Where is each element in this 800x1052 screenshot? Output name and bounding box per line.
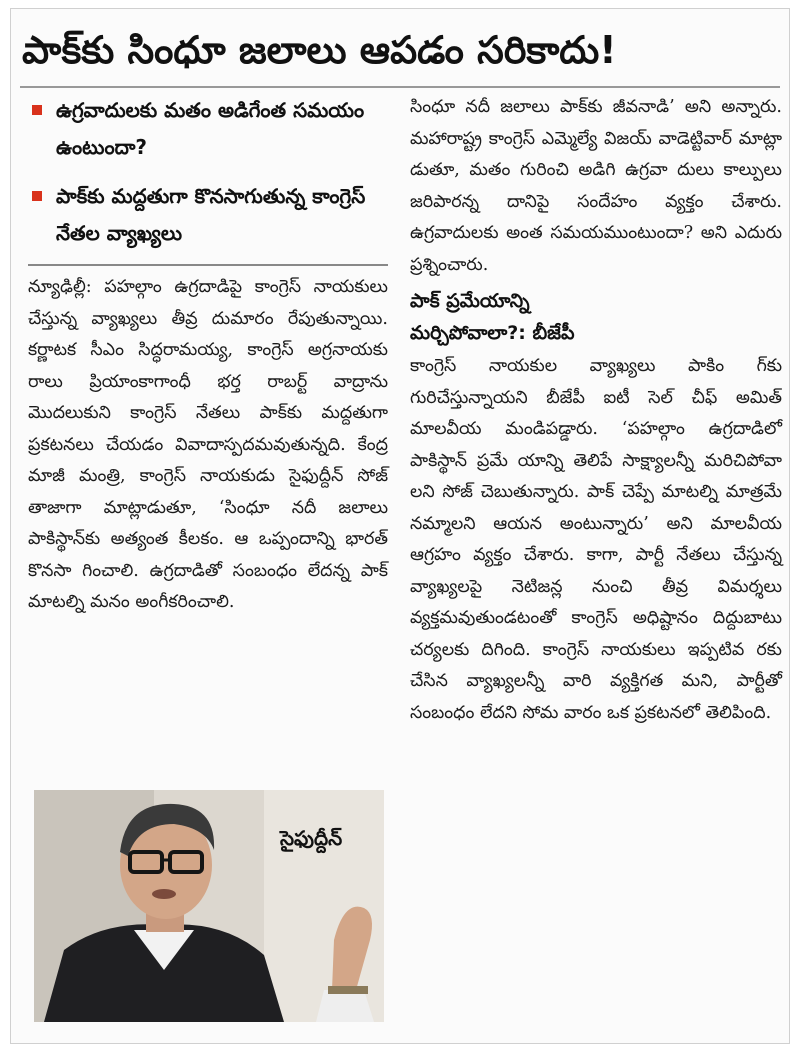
bullet-square-icon <box>32 105 42 115</box>
article-body-right-1: సింధూ నదీ జలాలు పాక్‌కు జీవనాడి’ అని అన్నారు. మహారాష్ట్ర కాంగ్రెస్ ఎమ్మెల్యే విజయ్ వాడెట్టివార్ మాట్లా డుతూ, మతం గురించి అడిగి ఉగ్రవా దులు కాల్పులు జరిపారన్న దానిపై సందేహం వ్యక్తం చేశారు. ఉగ్రవాదులకు అంత సమయముంటుందా? అని ఎదురు ప్రశ్నించారు. <box>410 97 782 275</box>
headline: పాక్‌కు సింధూ జలాలు ఆపడం సరికాదు! <box>22 28 617 72</box>
highlights-list <box>28 92 388 252</box>
subheading-line-2: మర్చిపోవాలా?: బీజేపీ <box>410 322 575 344</box>
highlight-item <box>28 178 388 252</box>
portrait-photo <box>34 790 384 1022</box>
article-body-right-2: కాంగ్రెస్ నాయకుల వ్యాఖ్యలు పాకిం గ్‌కు గురిచేస్తున్నాయని బీజేపీ ఐటీ సెల్ చీఫ్ అమిత్ మాలవీయ మండిపడ్డారు. ‘పహల్గాం ఉగ్రదాడిలో పాకిస్థాన్ ప్రమే యాన్ని తెలిపే సాక్ష్యాలన్నీ మరిచిపోవా లని సోజ్ చెబుతున్నారు. పాక్ చెప్పే మాటల్ని మాత్రమే నమ్మాలని ఆయన అంటున్నారు’ అని మాలవీయ ఆగ్రహం వ్యక్తం చేశారు. కాగా, పార్టీ నేతలు చేస్తున్న వ్యాఖ్యలపై నెటిజన్ల నుంచి తీవ్ర విమర్శలు వ్యక్తమవుతుండటంతో కాంగ్రెస్ అధిష్టానం దిద్దుబాటు చర్యలకు దిగింది. కాంగ్రెస్ నాయకులు ఇప్పటివ రకు చేసిన వ్యాఖ్యలన్నీ వారి వ్యక్తిగత మని, పార్టీతో సంబంధం లేదని సోమ వారం ఒక ప్రకటనలో తెలిపింది. <box>410 356 782 723</box>
highlight-text: పాక్‌కు మద్దతుగా కొనసాగుతున్న కాంగ్రెస్ నేతల వ్యాఖ్యలు <box>56 184 366 245</box>
headline-rule <box>20 86 780 88</box>
highlight-item <box>28 92 388 166</box>
left-column <box>28 92 388 619</box>
right-column <box>410 92 782 729</box>
subheading <box>410 285 782 349</box>
photo-caption: సైఫుద్దీన్ <box>280 826 343 850</box>
highlights-divider <box>28 264 388 266</box>
highlight-text: ఉగ్రవాదులకు మతం అడిగేంత సమయం ఉంటుందా? <box>56 98 365 159</box>
article-body-left: న్యూఢిల్లీ: పహల్గాం ఉగ్రదాడిపై కాంగ్రెస్ నాయకులు చేస్తున్న వ్యాఖ్యలు తీవ్ర దుమారం రేపుతున్నాయి. కర్ణాటక సీఎం సిద్ధరామయ్య, కాంగ్రెస్ అగ్రనాయకు రాలు ప్రియాంకాగాంధీ భర్త రాబర్ట్ వాద్రాను మొదలుకుని కాంగ్రెస్ నేతలు పాక్‌కు మద్దతుగా ప్రకటనలు చేయడం వివాదాస్పదమవుతున్నది. కేంద్ర మాజీ మంత్రి, కాంగ్రెస్ నాయకుడు సైఫుద్దీన్ సోజ్ తాజాగా మాట్లాడుతూ, ‘సింధూ నదీ జలాలు పాకిస్థాన్‌కు అత్యంత కీలకం. ఆ ఒప్పందాన్ని భారత్ కొనసా గించాలి. ఉగ్రదాడితో సంబంధం లేదన్న పాక్ మాటల్ని మనం అంగీకరించాలి. <box>28 277 388 612</box>
bullet-square-icon <box>32 191 42 201</box>
subheading-line-1: పాక్ ప్రమేయాన్ని <box>410 290 530 312</box>
photo <box>34 790 384 1022</box>
